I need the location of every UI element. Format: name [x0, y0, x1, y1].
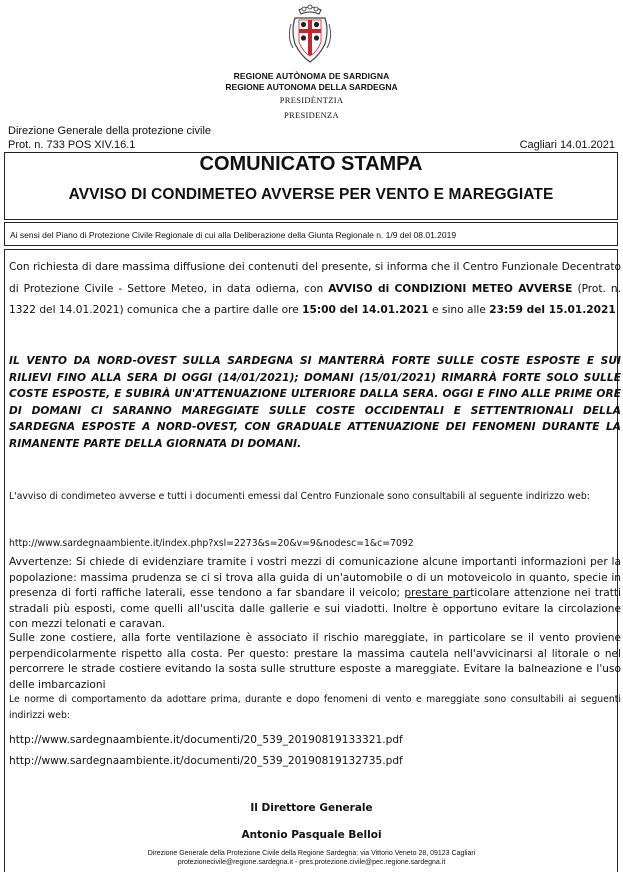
docs-info: L'avviso di condimeteo avverse e tutti i documenti emessi dal Centro Funzionale sono consultabili al seguente indirizzo web: — [9, 491, 590, 502]
advice-paragraph: Avvertenze: Si chiede di evidenziare tramite i vostri mezzi di comunicazione alcune importanti informazioni per la popolazione: massima prudenza se ci si trova alla guida di un'automobile o di un motoveicolo in quanto, specie in presenza di forti raffiche laterali, esse tendono a far sbandare il veicolo; prestare particolare attenzione nei tratti stradali più esposti, come quelli all'uscita dalle gallerie e sui viadotti. Inoltre è opportuno evitare la circolazione con mezzi telonati e caravan. — [9, 556, 621, 630]
presidency-italian: PRESIDENZA — [284, 110, 339, 120]
org-name-sardinian: REGIONE AUTÒNOMA DE SARDIGNA — [233, 71, 390, 81]
page-title: COMUNICATO STAMPA — [199, 153, 423, 175]
protocol-number: Prot. n. 733 POS XIV.16.1 — [8, 139, 136, 151]
footer-address: Direzione Generale della Protezione Civile della Regione Sardegna: via Vittorio Veneto 28, 09123 Cagliari — [147, 850, 476, 857]
signature-role: Il Direttore Generale — [250, 802, 373, 814]
norms-link-2[interactable]: http://www.sardegnaambiente.it/documenti/20_539_20190819132735.pdf — [9, 755, 403, 767]
coast-paragraph: Sulle zone costiere, alla forte ventilazione è associato il rischio mareggiate, in particolare se il vento proviene perpendicolarmente rispetto alla costa. Per questo: prestare la massima cautela nell'avvicinarsi al litorale o nel percorrere le strade costiere evitando la sosta sulle strutture esposte a mareggiate. Evitare la balneazione e l'uso delle imbarcazioni — [9, 632, 621, 691]
sardinia-coat-of-arms-icon — [287, 4, 333, 64]
legal-reference: Ai sensi del Piano di Protezione Civile Regionale di cui alla Deliberazione della Giunta Regionale n. 1/9 del 08.01.2019 — [10, 230, 457, 240]
signature-name: Antonio Pasquale Belloi — [241, 829, 382, 841]
directorate: Direzione Generale della protezione civile — [8, 125, 212, 137]
docs-url-link[interactable]: http://www.sardegnaambiente.it/index.php?xsl=2273&s=20&v=9&nodesc=1&c=7092 — [9, 538, 414, 549]
page-subtitle: AVVISO DI CONDIMETEO AVVERSE PER VENTO E MAREGGIATE — [68, 186, 554, 203]
norms-link-1[interactable]: http://www.sardegnaambiente.it/documenti/20_539_20190819133321.pdf — [9, 734, 403, 746]
intro-paragraph: Con richiesta di dare massima diffusione dei contenuti del presente, si informa che il Centro Funzionale Decentrato di Protezione Civile - Settore Meteo, in data odierna, con AVVISO di CONDIZIONI METEO AVVERSE (Prot. n. 1322 del 14.01.2021) comunica che a partire dalle ore 15:00 del 14.01.2021 e sino alle 23:59 del 15.01.2021 — [9, 261, 622, 316]
org-name-italian: REGIONE AUTONOMA DELLA SARDEGNA — [225, 82, 398, 92]
footer-emails: protezionecivile@regione.sardegna.it - pres.protezione.civile@pec.regione.sardegna.it — [177, 859, 446, 866]
place-date: Cagliari 14.01.2021 — [519, 139, 615, 151]
weather-warning: IL VENTO DA NORD-OVEST SULLA SARDEGNA SI MANTERRÀ FORTE SULLE COSTE ESPOSTE E SUI RILIEVI FINO ALLA SERA DI OGGI (14/01/2021); DOMANI (15/01/2021) RIMARRÀ FORTE SOLO SULLE COSTE ESPOSTE, E SUBIRÀ UN'ATTENUAZIONE ULTERIORE DALLA SERA. OGGI E FINO ALLE PRIME ORE DI DOMANI CI SARANNO MAREGGIATE SULLE COSTE OCCIDENTALI E SETTENTRIONALI DELLA SARDEGNA ESPOSTE A NORD-OVEST, CON GRADUALE ATTENUAZIONE DEI FENOMENI DURANTE LA RIMANENTE PARTE DELLA GIORNATA DI DOMANI. — [9, 355, 621, 450]
norms-info: Le norme di comportamento da adottare prima, durante e dopo fenomeni di vento e mareggiate sono consultabili ai seguenti indirizzi web: — [9, 694, 621, 721]
presidency-sardinian: PRESIDÈNTZIA — [279, 95, 344, 105]
